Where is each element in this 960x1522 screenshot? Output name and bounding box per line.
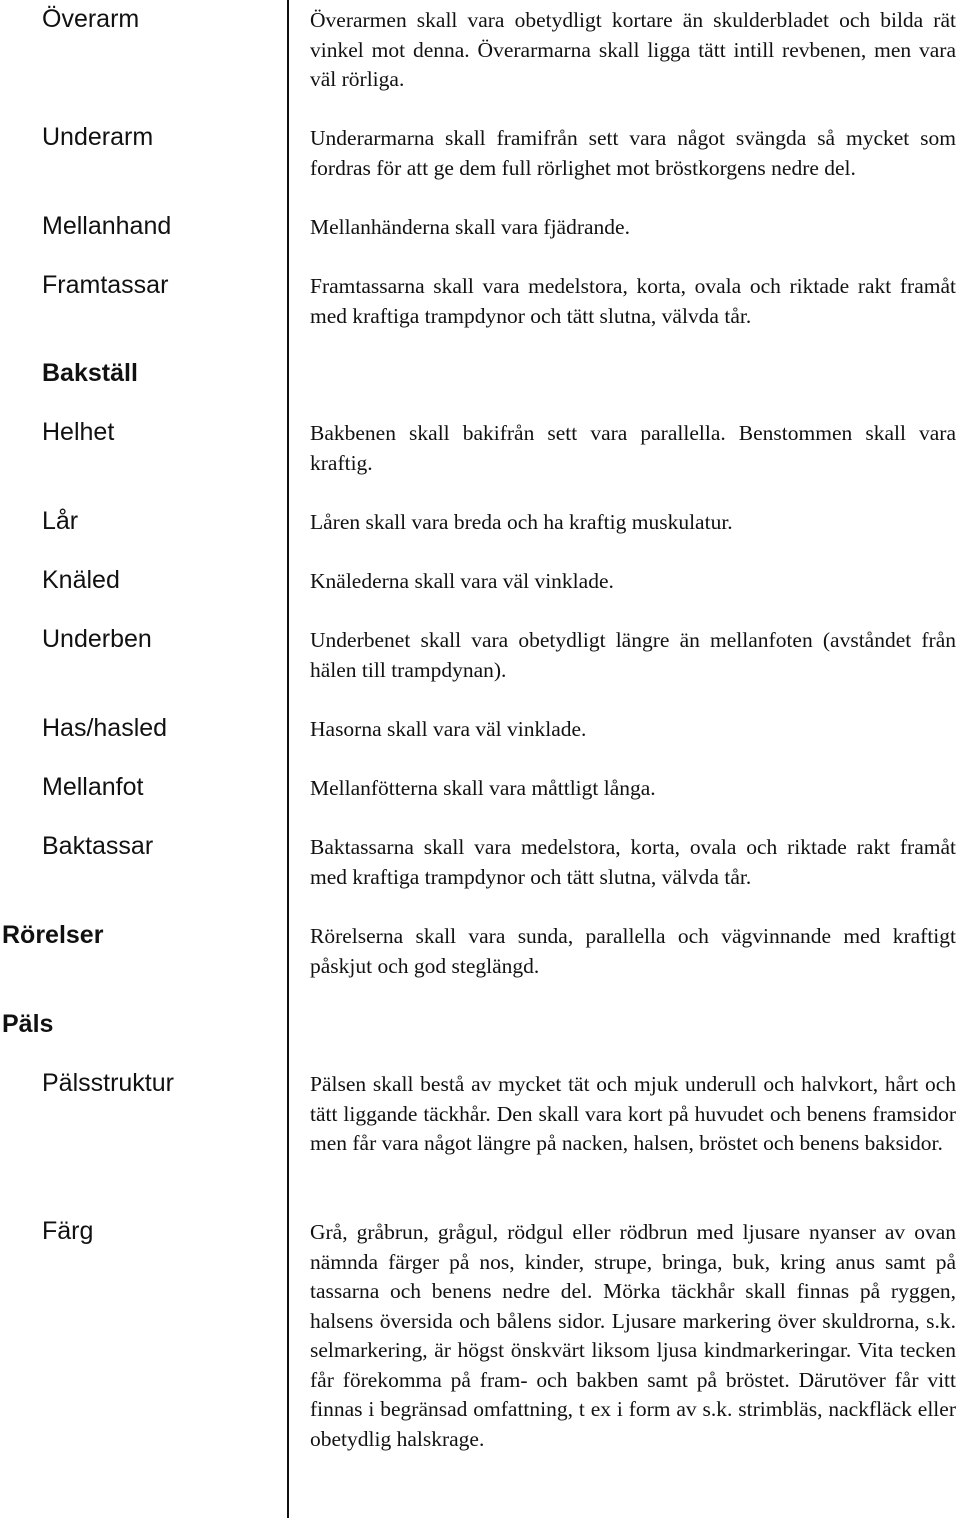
term-framtassar: Framtassar [42,271,169,299]
desc-baktassar: Baktassarna skall vara medelstora, korta, ovala och riktade rakt framåt med kraftiga trampdynor och tätt slutna, välvda tår. [310,835,956,889]
desc-farg: Grå, gråbrun, grågul, rödgul eller rödbrun med ljusare nyanser av ovan nämnda färger på nos, kinder, strupe, bringa, buk, kring anus samt på tassarna och benens nedre del. Mörka täckhår skall finnas på ryggen, halsens översida och bålens sidor. Ljusare markering över skuldrorna, s.k. selmarkering, är högst önskvärt liksom ljusa kindmarkeringar. Vita tecken får förekomma på fram- och bakben samt på bröstet. Därutöver får vitt finnas i begränsad omfattning, t ex i form av s.k. strimbläs, nackfläck eller obetydlig halskrage. [310,1220,956,1451]
term-lar: Lår [42,507,79,535]
section-heading-coat: Päls [2,1010,54,1038]
desc-framtassar: Framtassarna skall vara medelstora, korta, ovala och riktade rakt framåt med kraftiga trampdynor och tätt slutna, välvda tår. [310,274,956,328]
term-baktassar: Baktassar [42,832,154,860]
term-mellanfot: Mellanfot [42,773,144,801]
term-overarm: Överarm [42,5,140,33]
term-knaled: Knäled [42,566,120,594]
term-helhet: Helhet [42,418,115,446]
desc-gait: Rörelserna skall vara sunda, parallella och vägvinnande med kraftigt påskjut och god steglängd. [310,924,956,978]
section-heading-gait: Rörelser [2,921,104,949]
desc-underben: Underbenet skall vara obetydligt längre än mellanfoten (avståndet från hälen till trampdynan). [310,628,956,682]
column-divider-line [287,0,289,1518]
section-heading-hindquarters: Bakställ [42,359,138,387]
desc-mellanfot: Mellanfötterna skall vara måttligt långa. [310,776,656,800]
term-palsstruktur: Pälsstruktur [42,1069,174,1097]
desc-mellanhand: Mellanhänderna skall vara fjädrande. [310,215,630,239]
desc-overarm: Överarmen skall vara obetydligt kortare än skulderbladet och bilda rät vinkel mot denna. Överarmarna skall ligga tätt intill revbenen, men vara väl rörliga. [310,8,956,91]
desc-palsstruktur: Pälsen skall bestå av mycket tät och mjuk underull och halvkort, hårt och tätt liggande täckhår. Den skall vara kort på huvudet och benens framsidor men får vara något längre på nacken, halsen, bröstet och benens baksidor. [310,1072,956,1155]
desc-lar: Låren skall vara breda och ha kraftig muskulatur. [310,510,733,534]
desc-has-hasled: Hasorna skall vara väl vinklade. [310,717,587,741]
term-mellanhand: Mellanhand [42,212,172,240]
desc-underarm: Underarmarna skall framifrån sett vara något svängda så mycket som fordras för att ge dem full rörlighet mot bröstkorgens nedre del. [310,126,956,180]
term-underarm: Underarm [42,123,154,151]
desc-helhet: Bakbenen skall bakifrån sett vara parallella. Benstommen skall vara kraftig. [310,421,956,475]
term-farg: Färg [42,1217,94,1245]
desc-knaled: Knälederna skall vara väl vinklade. [310,569,614,593]
term-has-hasled: Has/hasled [42,714,168,742]
term-underben: Underben [42,625,152,653]
